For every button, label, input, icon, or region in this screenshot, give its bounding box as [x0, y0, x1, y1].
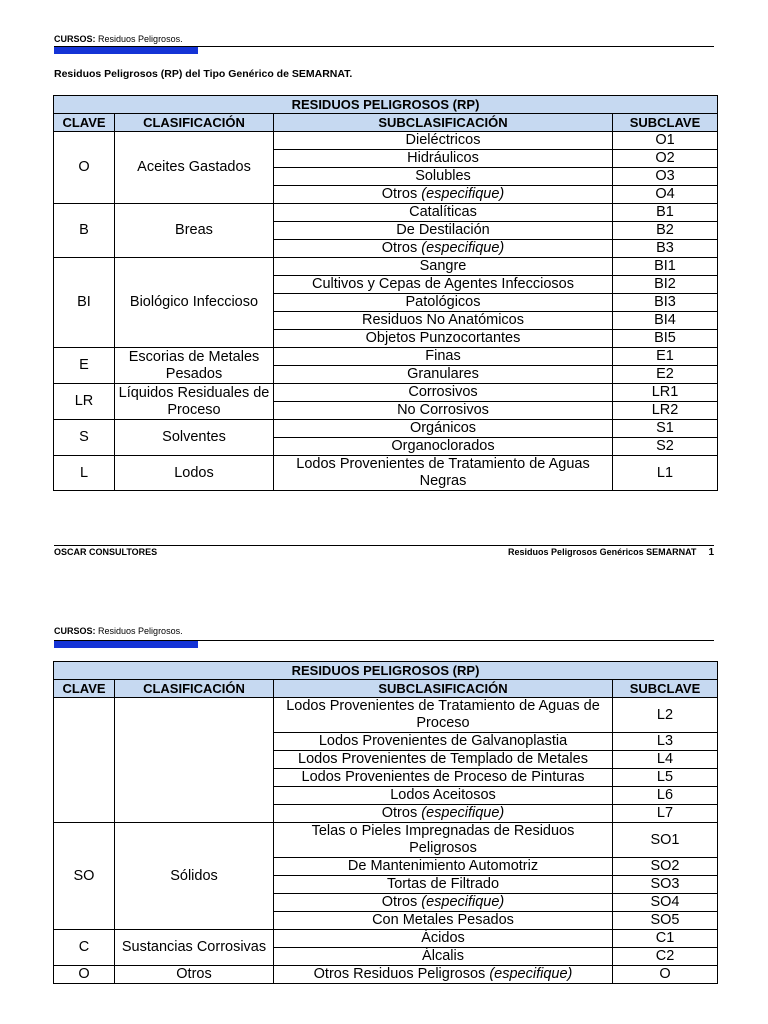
cell-subclasificacion — [274, 402, 613, 420]
cell-subclasificacion — [274, 751, 613, 769]
cell-clasificacion: Biológico Infeccioso — [115, 258, 274, 348]
waste-table-page-2 — [53, 661, 718, 984]
subclasificacion-text: De Destilación — [396, 222, 490, 238]
footer-rule — [54, 545, 714, 546]
subclasificacion-text: Residuos No Anatómicos — [362, 312, 524, 328]
subclasificacion-text: Granulares — [407, 366, 479, 382]
intro-text: Residuos Peligrosos (RP) del Tipo Genérico de SEMARNAT. — [54, 68, 353, 80]
cell-subclasificacion — [274, 168, 613, 186]
header-label: CURSOS: — [54, 34, 96, 44]
subclasificacion-text: Otros — [381, 894, 418, 910]
cell-subclave: B3 — [613, 240, 718, 258]
cell-subclasificacion — [274, 366, 613, 384]
table-row — [54, 930, 718, 948]
cell-subclave: SO1 — [613, 823, 718, 858]
subclasificacion-text: Otros — [381, 240, 418, 256]
subclasificacion-text: No Corrosivos — [397, 402, 489, 418]
table-row — [54, 384, 718, 402]
cell-subclasificacion — [274, 912, 613, 930]
cell-clasificacion: Otros — [115, 966, 274, 984]
subclasificacion-note: (especifique) — [421, 894, 505, 910]
header-course: Residuos Peligrosos. — [98, 34, 183, 44]
cell-subclasificacion — [274, 733, 613, 751]
subclasificacion-text: Organoclorados — [391, 438, 495, 454]
cell-subclave: E2 — [613, 366, 718, 384]
cell-clasificacion: Breas — [115, 204, 274, 258]
table-body-page-2 — [54, 698, 718, 984]
table-row — [54, 258, 718, 276]
subclasificacion-text: Solubles — [415, 168, 471, 184]
cell-subclave: L6 — [613, 787, 718, 805]
table-title: RESIDUOS PELIGROSOS (RP) — [54, 96, 718, 114]
document-page-2 — [0, 590, 768, 1024]
col-header-subclave: SUBCLAVE — [613, 114, 718, 132]
cell-subclasificacion — [274, 204, 613, 222]
cell-clasificacion: Lodos — [115, 456, 274, 491]
cell-subclasificacion — [274, 420, 613, 438]
cell-subclasificacion — [274, 823, 613, 858]
cell-clave: S — [54, 420, 115, 456]
cell-subclasificacion — [274, 384, 613, 402]
cell-clasificacion: Sólidos — [115, 823, 274, 930]
cell-clasificacion: Líquidos Residuales de Proceso — [115, 384, 274, 420]
subclasificacion-text: Sangre — [419, 258, 467, 274]
cell-subclasificacion — [274, 858, 613, 876]
subclasificacion-text: Otros Residuos Peligrosos — [313, 966, 486, 982]
table-row — [54, 420, 718, 438]
cell-clave: L — [54, 456, 115, 491]
subclasificacion-text: Cultivos y Cepas de Agentes Infecciosos — [312, 276, 574, 292]
subclasificacion-text: De Mantenimiento Automotriz — [347, 858, 539, 874]
cell-subclasificacion — [274, 948, 613, 966]
cell-subclasificacion — [274, 132, 613, 150]
subclasificacion-text: Objetos Punzocortantes — [365, 330, 521, 346]
subclasificacion-text: Hidráulicos — [407, 150, 479, 166]
cell-subclave: E1 — [613, 348, 718, 366]
cell-subclasificacion — [274, 276, 613, 294]
table-row — [54, 204, 718, 222]
subclasificacion-text: Otros — [381, 186, 418, 202]
cell-subclasificacion — [274, 456, 613, 491]
cell-subclave: LR2 — [613, 402, 718, 420]
subclasificacion-text: Lodos Provenientes de Tratamiento de Aguas Negras — [296, 456, 590, 489]
subclasificacion-text: Lodos Provenientes de Tratamiento de Aguas de Proceso — [286, 698, 600, 731]
cell-clasificacion — [115, 698, 274, 823]
table-row — [54, 132, 718, 150]
cell-subclave: SO5 — [613, 912, 718, 930]
cell-subclave: O3 — [613, 168, 718, 186]
cell-subclave: S2 — [613, 438, 718, 456]
cell-subclave: BI3 — [613, 294, 718, 312]
cell-clave — [54, 698, 115, 823]
col-header-clasificacion: CLASIFICACIÓN — [115, 680, 274, 698]
col-header-clave: CLAVE — [54, 680, 115, 698]
cell-clave: O — [54, 966, 115, 984]
cell-subclave: S1 — [613, 420, 718, 438]
cell-subclave: BI1 — [613, 258, 718, 276]
cell-subclave: BI4 — [613, 312, 718, 330]
cell-clave: LR — [54, 384, 115, 420]
subclasificacion-text: Álcalis — [422, 948, 464, 964]
footer-left: OSCAR CONSULTORES — [54, 547, 158, 557]
cell-clave: SO — [54, 823, 115, 930]
cell-subclave: BI5 — [613, 330, 718, 348]
header-label: CURSOS: — [54, 626, 96, 636]
cell-clasificacion: Solventes — [115, 420, 274, 456]
subclasificacion-text: Lodos Provenientes de Galvanoplastia — [318, 733, 568, 749]
subclasificacion-note: (especifique) — [421, 805, 505, 821]
subclasificacion-text: Orgánicos — [409, 420, 477, 436]
cell-clasificacion: Escorias de Metales Pesados — [115, 348, 274, 384]
cell-subclasificacion — [274, 930, 613, 948]
cell-subclasificacion — [274, 294, 613, 312]
cell-subclasificacion — [274, 186, 613, 204]
cell-clave: O — [54, 132, 115, 204]
cell-clave: E — [54, 348, 115, 384]
subclasificacion-text: Telas o Pieles Impregnadas de Residuos Peligrosos — [311, 823, 575, 856]
cell-subclave: O4 — [613, 186, 718, 204]
table-row — [54, 456, 718, 491]
cell-subclasificacion — [274, 240, 613, 258]
cell-subclave: B1 — [613, 204, 718, 222]
cell-subclave: L1 — [613, 456, 718, 491]
cell-subclasificacion — [274, 150, 613, 168]
cell-subclave: SO4 — [613, 894, 718, 912]
col-header-subclasificacion: SUBCLASIFICACIÓN — [274, 114, 613, 132]
subclasificacion-text: Tortas de Filtrado — [386, 876, 500, 892]
cell-subclasificacion — [274, 966, 613, 984]
col-header-subclasificacion: SUBCLASIFICACIÓN — [274, 680, 613, 698]
table-row — [54, 698, 718, 733]
page-header — [54, 626, 183, 636]
cell-clasificacion: Sustancias Corrosivas — [115, 930, 274, 966]
cell-subclasificacion — [274, 312, 613, 330]
cell-clave: B — [54, 204, 115, 258]
cell-subclave: L2 — [613, 698, 718, 733]
table-row — [54, 966, 718, 984]
col-header-clave: CLAVE — [54, 114, 115, 132]
cell-subclave: LR1 — [613, 384, 718, 402]
subclasificacion-note: (especifique) — [421, 186, 505, 202]
cell-subclave: O2 — [613, 150, 718, 168]
subclasificacion-note: (especifique) — [421, 240, 505, 256]
subclasificacion-text: Patológicos — [405, 294, 481, 310]
cell-subclave: L4 — [613, 751, 718, 769]
col-header-clasificacion: CLASIFICACIÓN — [115, 114, 274, 132]
cell-subclave: BI2 — [613, 276, 718, 294]
cell-subclasificacion — [274, 805, 613, 823]
cell-subclave: L5 — [613, 769, 718, 787]
cell-subclave: O — [613, 966, 718, 984]
table-row — [54, 823, 718, 858]
subclasificacion-text: Catalíticas — [409, 204, 477, 220]
cell-subclave: C1 — [613, 930, 718, 948]
cell-subclave: C2 — [613, 948, 718, 966]
subclasificacion-text: Lodos Aceitosos — [390, 787, 496, 803]
page-footer — [54, 547, 714, 557]
table-row — [54, 348, 718, 366]
cell-subclave: O1 — [613, 132, 718, 150]
cell-subclasificacion — [274, 348, 613, 366]
page-header — [54, 34, 183, 44]
waste-table-page-1 — [53, 95, 718, 491]
subclasificacion-text: Con Metales Pesados — [372, 912, 514, 928]
header-course: Residuos Peligrosos. — [98, 626, 183, 636]
cell-subclasificacion — [274, 222, 613, 240]
cell-subclasificacion — [274, 258, 613, 276]
subclasificacion-text: Lodos Provenientes de Proceso de Pinturas — [301, 769, 585, 785]
cell-subclave: SO3 — [613, 876, 718, 894]
cell-subclasificacion — [274, 894, 613, 912]
cell-clave: BI — [54, 258, 115, 348]
header-accent-bar — [54, 641, 198, 648]
cell-subclasificacion — [274, 698, 613, 733]
cell-subclasificacion — [274, 438, 613, 456]
cell-subclave: L7 — [613, 805, 718, 823]
cell-clasificacion: Aceites Gastados — [115, 132, 274, 204]
cell-subclave: B2 — [613, 222, 718, 240]
table-title: RESIDUOS PELIGROSOS (RP) — [54, 662, 718, 680]
cell-subclasificacion — [274, 769, 613, 787]
cell-subclasificacion — [274, 876, 613, 894]
table-body-page-1 — [54, 132, 718, 491]
subclasificacion-text: Lodos Provenientes de Templado de Metales — [298, 751, 588, 767]
page-number: 1 — [708, 547, 714, 558]
subclasificacion-text: Otros — [381, 805, 418, 821]
subclasificacion-text: Ácidos — [421, 930, 465, 946]
footer-right: Residuos Peligrosos Genéricos SEMARNAT — [508, 547, 697, 557]
subclasificacion-text: Finas — [425, 348, 461, 364]
cell-subclave: SO2 — [613, 858, 718, 876]
cell-subclave: L3 — [613, 733, 718, 751]
subclasificacion-text: Corrosivos — [408, 384, 478, 400]
cell-clave: C — [54, 930, 115, 966]
header-accent-bar — [54, 47, 198, 54]
col-header-subclave: SUBCLAVE — [613, 680, 718, 698]
cell-subclasificacion — [274, 787, 613, 805]
cell-subclasificacion — [274, 330, 613, 348]
subclasificacion-text: Dieléctricos — [405, 132, 481, 148]
subclasificacion-note: (especifique) — [489, 966, 573, 982]
